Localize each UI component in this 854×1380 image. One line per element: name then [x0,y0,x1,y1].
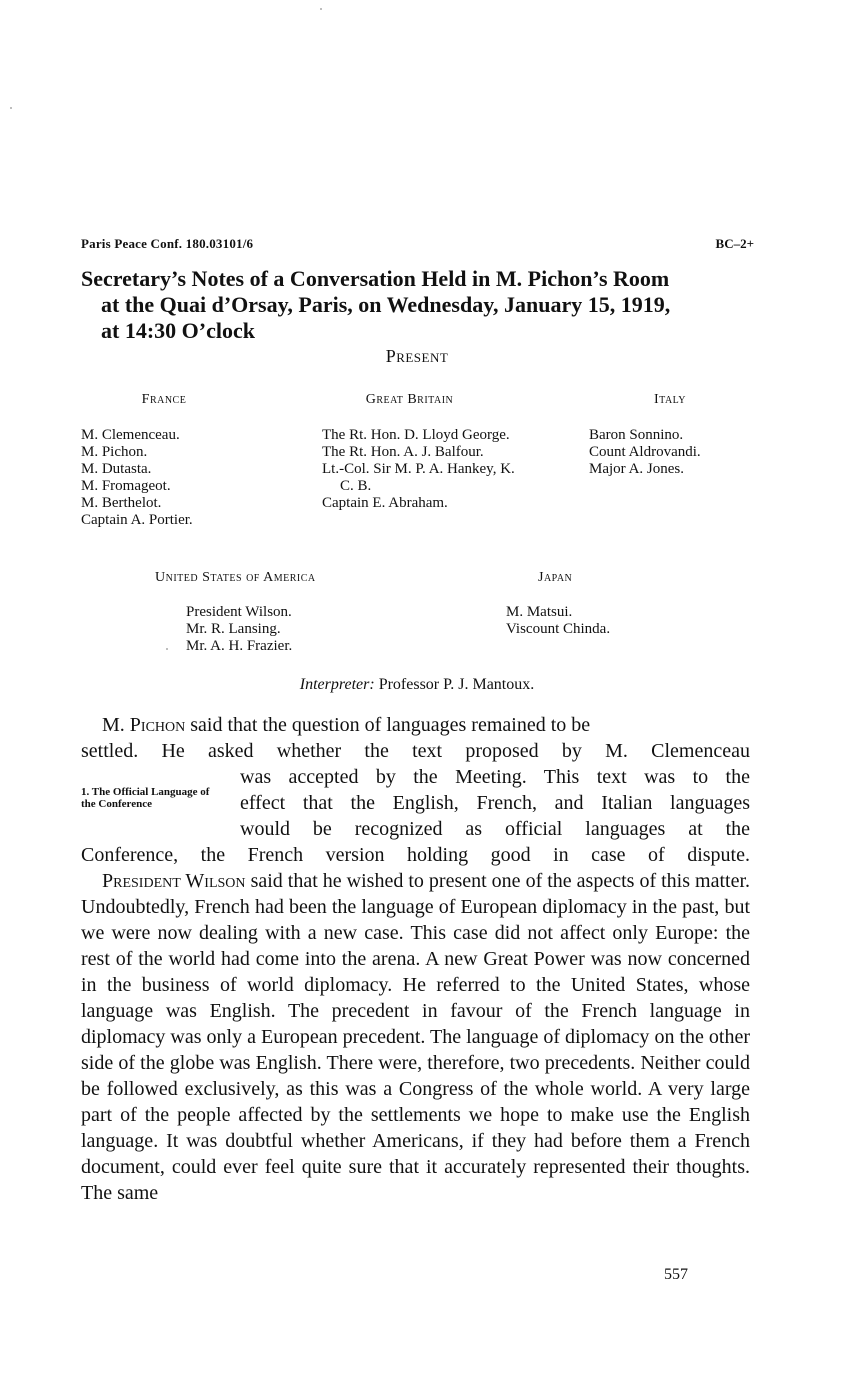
page-number: 557 [664,1266,688,1283]
member: M. Berthelot. [81,495,162,511]
scan-speck [320,8,322,10]
document-title [81,266,761,344]
member: Count Aldrovandi. [589,444,701,460]
great-britain-heading: Great Britain [365,392,454,407]
paragraph-1-line-2: settled. He asked whether the text proposed by M. Clemenceau [81,740,750,762]
interpreter-label: Interpreter: [299,676,375,693]
present-heading: Present [385,346,449,366]
italy-heading: Italy [653,392,687,407]
paragraph-1-line-6: Conference, the French version holding good in case of dispute. [81,844,750,866]
title-line-1: Secretary’s Notes of a Conversation Held in M. Pichon’s Room [81,266,670,291]
member: The Rt. Hon. D. Lloyd George. [322,427,510,443]
japan-members [506,604,686,638]
member: President Wilson. [186,604,292,620]
member: M. Clemenceau. [81,427,180,443]
member: Mr. R. Lansing. [186,621,281,637]
paragraph-1-line-4: effect that the English, French, and Italian languages [240,792,750,814]
member: M. Dutasta. [81,461,152,477]
great-britain-members [322,427,518,512]
member: M. Matsui. [506,604,573,620]
interpreter-line [0,676,834,694]
paragraph-1-line-5: would be recognized as official languages at the [240,818,750,840]
member: Mr. A. H. Frazier. [186,638,293,654]
marginal-note: 1. The Official Language of the Conference [81,786,210,810]
usa-heading: United States of America [155,570,316,585]
member: Major A. Jones. [589,461,684,477]
france-heading: France [141,392,187,407]
member: Viscount Chinda. [506,621,611,637]
france-members [81,427,271,529]
interpreter-name: Professor P. J. Mantoux. [378,676,535,693]
member: Captain A. Portier. [81,512,193,528]
paragraph-2 [81,868,750,1206]
member: Captain E. Abraham. [322,495,448,511]
speaker-wilson: President Wilson [102,870,246,892]
member: M. Fromageot. [81,478,171,494]
italy-members [589,427,779,478]
title-line-3: at 14:30 O’clock [101,318,255,343]
document-code: BC–2+ [715,236,754,251]
member: Lt.-Col. Sir M. P. A. Hankey, K. C. B. [322,461,515,494]
member: The Rt. Hon. A. J. Balfour. [322,444,484,460]
scan-speck [166,648,168,650]
scan-speck [10,107,12,109]
japan-heading: Japan [538,570,573,585]
title-line-2: at the Quai d’Orsay, Paris, on Wednesday, January 15, 1919, [101,292,671,317]
paragraph-2-text: said that he wished to present one of the aspects of this matter. Undoubtedly, French had been the language of European diplomacy in the past, but we were now dealing with a new case. This case did not affect only Europe: the rest of the world had come into the arena. A new Great Power was now concerned in the business of world diplomacy. He referred to the United States, whose language was English. The precedent in favour of the French language in diplomacy was only a European precedent. The language of diplomacy on the other side of the globe was English. There were, therefore, two precedents. Neither could be followed exclusively, as this was a Congress of the whole world. A very large part of the people affected by the settlements we hope to make use the English language. It was doubtful whether Americans, if they had before them a French document, could ever feel quite sure that it accurately represented their thoughts. The same [81,870,750,1204]
member: M. Pichon. [81,444,148,460]
paragraph-1-line-1 [102,712,750,738]
usa-members [186,604,386,655]
paragraph-1-text: said that the question of languages remained to be [190,714,591,736]
speaker-pichon: M. Pichon [102,714,186,736]
paragraph-1-line-3: was accepted by the Meeting. This text was to the [240,766,750,788]
member: Baron Sonnino. [589,427,684,443]
file-reference: Paris Peace Conf. 180.03101/6 [81,236,254,251]
